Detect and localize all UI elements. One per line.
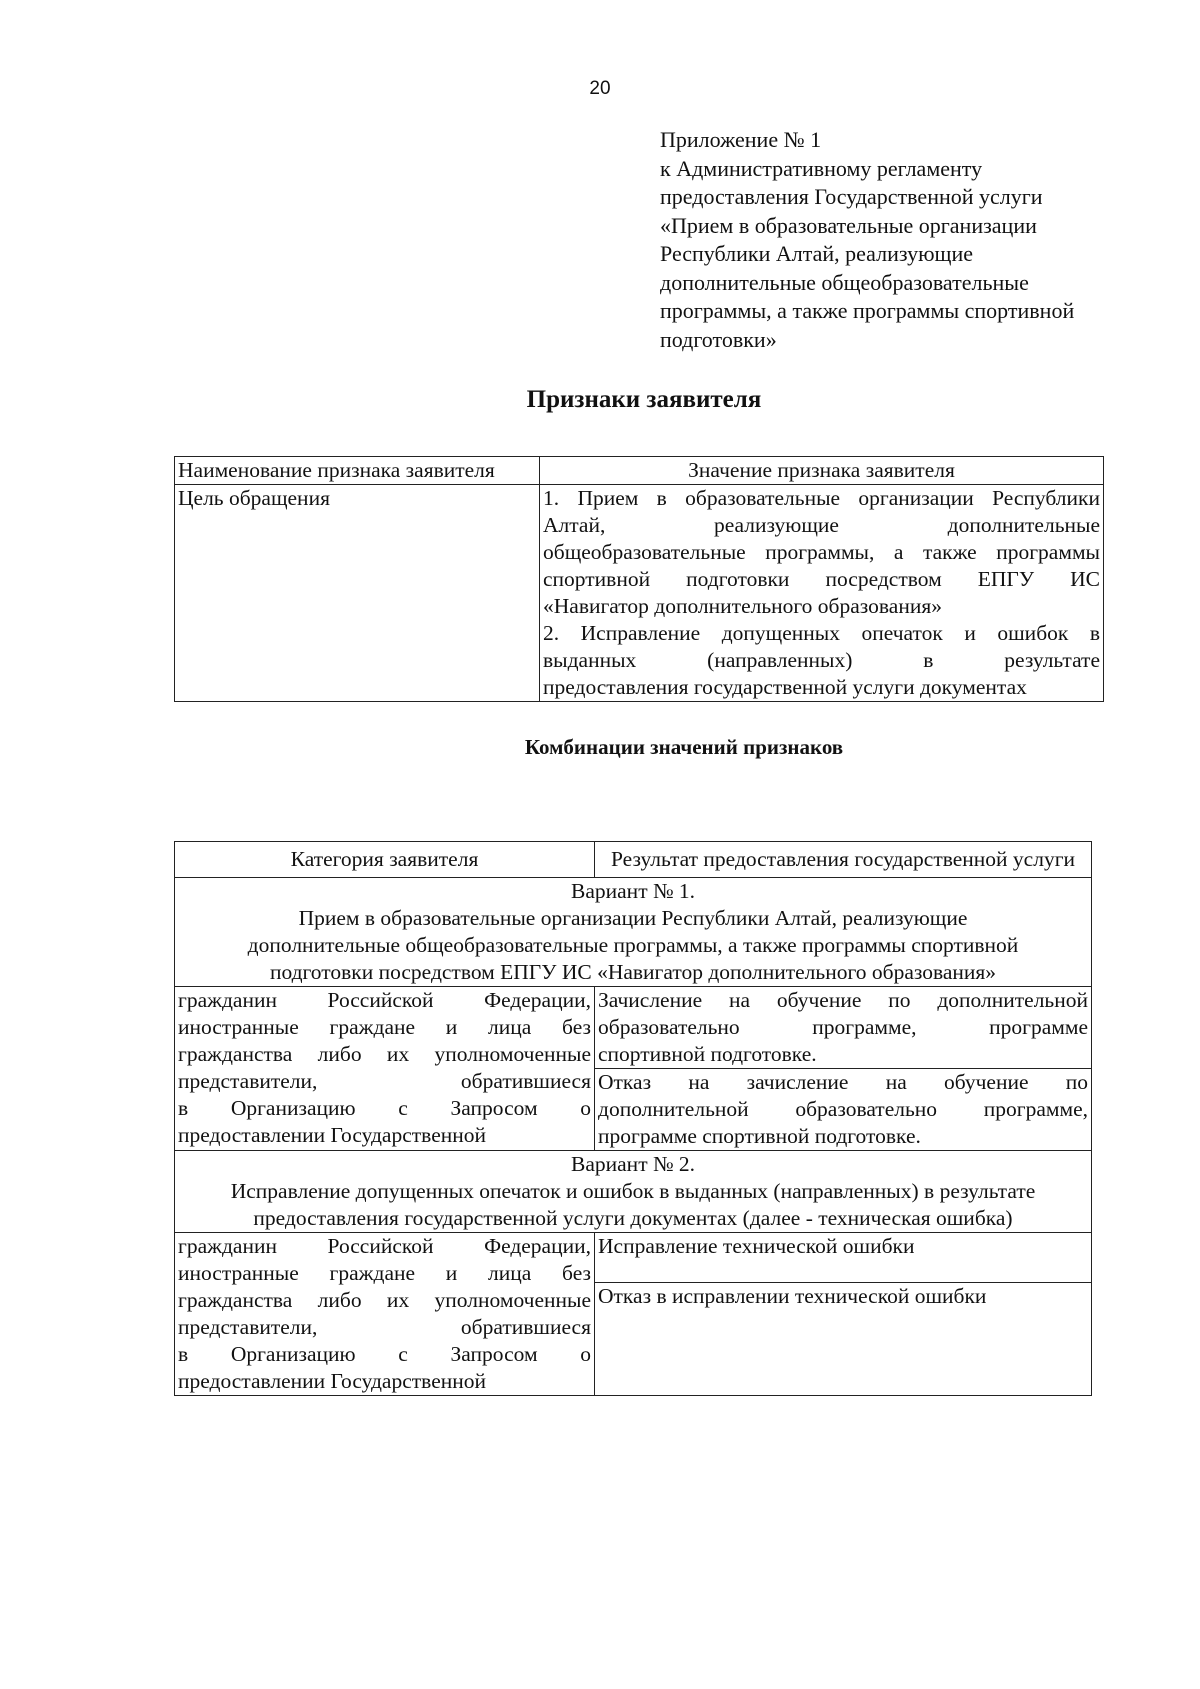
- result-cell: Отказ в исправлении технической ошибки: [595, 1283, 1092, 1396]
- appendix-line: «Прием в образовательные организации: [660, 212, 1037, 238]
- value-line: «Навигатор дополнительного образования»: [543, 594, 942, 618]
- appendix-line: Приложение № 1: [660, 127, 822, 152]
- appendix-line: дополнительные общеобразовательные: [660, 269, 1029, 295]
- result-line: Зачисление на обучение по дополнительной: [598, 988, 1088, 1012]
- category-line: предоставлении Государственной: [178, 1369, 487, 1393]
- table-header-cell: Наименование признака заявителя: [175, 457, 540, 485]
- category-line: иностранные граждане и лица без: [178, 1015, 591, 1039]
- result-line: Отказ на зачисление на обучение по: [598, 1070, 1088, 1094]
- table-row: [175, 485, 1104, 702]
- category-line: представители, обратившиеся: [178, 1069, 591, 1093]
- appendix-note: [660, 126, 1130, 354]
- value-line: 1. Прием в образовательные организации Республики: [543, 486, 1100, 510]
- result-line: дополнительной образовательно программе,: [598, 1097, 1088, 1121]
- variant-desc-line: дополнительные общеобразовательные программы, а также программы спортивной: [247, 933, 1019, 957]
- sign-name-cell: Цель обращения: [175, 485, 540, 702]
- appendix-line: программы, а также программы спортивной: [660, 298, 1075, 323]
- value-line: предоставления государственной услуги документах: [543, 675, 1027, 699]
- table-row: [175, 987, 1092, 1069]
- category-line: иностранные граждане и лица без: [178, 1261, 591, 1285]
- table-row: [175, 1233, 1092, 1283]
- value-line: общеобразовательные программы, а также программы: [543, 540, 1100, 564]
- category-line: гражданин Российской Федерации,: [178, 988, 591, 1012]
- section-title-combinations: Комбинации значений признаков: [524, 735, 844, 759]
- variant-title: Вариант № 1.: [571, 879, 695, 903]
- applicant-category-cell: [175, 987, 595, 1151]
- category-line: представители, обратившиеся: [178, 1315, 591, 1339]
- category-line: в Организацию с Запросом о: [178, 1342, 591, 1366]
- variant-2-cell: [175, 1151, 1092, 1233]
- applicant-category-cell: [175, 1233, 595, 1396]
- table-header-row: [175, 842, 1092, 878]
- category-line: в Организацию с Запросом о: [178, 1096, 591, 1120]
- value-line: 2. Исправление допущенных опечаток и ошибок в: [543, 621, 1100, 645]
- variant-row: [175, 1151, 1092, 1233]
- sign-value-cell: [540, 485, 1104, 702]
- table-header-row: [175, 457, 1104, 485]
- variant-desc-line: Исправление допущенных опечаток и ошибок в выданных (направленных) в результате: [230, 1179, 1036, 1203]
- result-line: спортивной подготовке.: [598, 1042, 817, 1066]
- table-header-cell: Категория заявителя: [175, 842, 595, 878]
- applicant-signs-table: [174, 456, 1104, 702]
- value-line: Алтай, реализующие дополнительные: [543, 513, 1100, 537]
- appendix-line: Республики Алтай, реализующие: [660, 241, 974, 266]
- table-header-cell: Значение признака заявителя: [540, 457, 1104, 485]
- section-title-applicant-signs: Признаки заявителя: [526, 386, 762, 413]
- category-line: гражданства либо их уполномоченные: [178, 1288, 591, 1312]
- variant-desc-line: подготовки посредством ЕПГУ ИС «Навигатор дополнительного образования»: [269, 960, 997, 984]
- appendix-line: к Административному регламенту: [660, 155, 983, 181]
- appendix-line: предоставления Государственной услуги: [660, 184, 1043, 209]
- result-cell: Исправление технической ошибки: [595, 1233, 1092, 1283]
- variant-1-cell: [175, 878, 1092, 987]
- value-line: выданных (направленных) в результате: [543, 648, 1100, 672]
- table-header-cell: Результат предоставления государственной услуги: [595, 842, 1092, 878]
- category-line: гражданства либо их уполномоченные: [178, 1042, 591, 1066]
- result-cell: [595, 1069, 1092, 1151]
- appendix-line: подготовки»: [660, 326, 777, 352]
- variant-desc-line: предоставления государственной услуги документах (далее - техническая ошибка): [253, 1206, 1013, 1230]
- variant-desc-line: Прием в образовательные организации Республики Алтай, реализующие: [298, 906, 968, 930]
- category-line: предоставлении Государственной: [178, 1123, 487, 1147]
- page-number: 20: [589, 78, 611, 99]
- category-line: гражданин Российской Федерации,: [178, 1234, 591, 1258]
- result-line: программе спортивной подготовке.: [598, 1124, 921, 1148]
- value-line: спортивной подготовки посредством ЕПГУ ИС: [543, 567, 1100, 591]
- result-line: образовательно программе, программе: [598, 1015, 1088, 1039]
- result-cell: [595, 987, 1092, 1069]
- combinations-table: [174, 841, 1092, 1396]
- variant-row: [175, 878, 1092, 987]
- variant-title: Вариант № 2.: [571, 1152, 695, 1176]
